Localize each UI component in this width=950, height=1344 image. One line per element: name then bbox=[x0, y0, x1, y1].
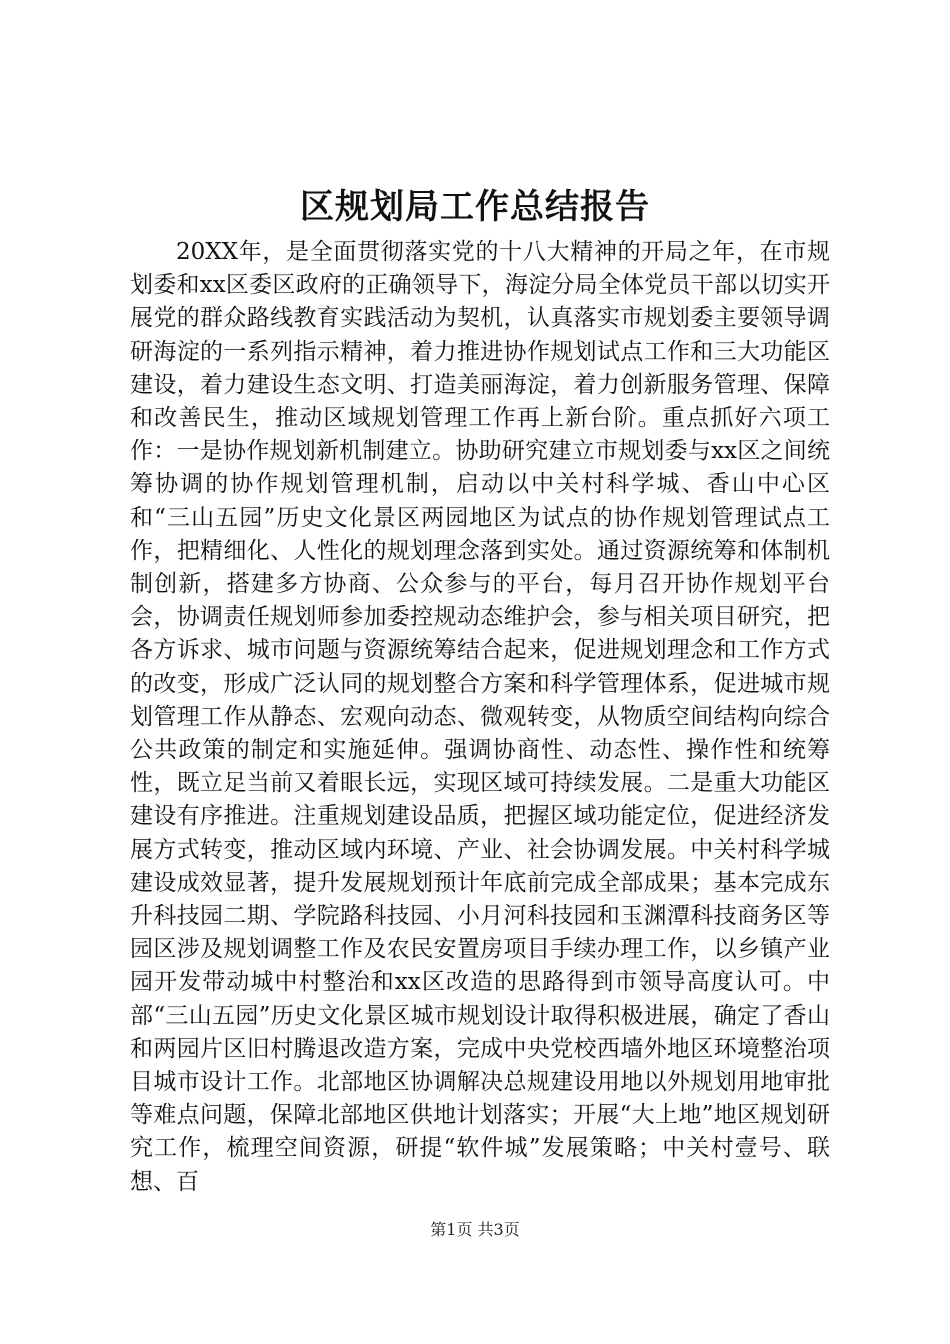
document-title: 区规划局工作总结报告 bbox=[300, 187, 650, 227]
document-body-paragraph: 20XX年，是全面贯彻落实党的十八大精神的开局之年，在市规划委和xx区委区政府的正确领导下，海淀分局全体党员干部以切实开展党的群众路线教育实践活动为契机，认真落实市规划委主要领导调研海淀的一系列指示精神，着力推进协作规划试点工作和三大功能区建设，着力建设生态文明、打造美丽海淀，着力创新服务管理、保障和改善民生，推动区域规划管理工作再上新台阶。重点抓好六项工作：一是协作规划新机制建立。协助研究建立市规划委与xx区之间统筹协调的协作规划管理机制，启动以中关村科学城、香山中心区和“三山五园”历史文化景区两园地区为试点的协作规划管理试点工作，把精细化、人性化的规划理念落到实处。通过资源统筹和体制机制创新，搭建多方协商、公众参与的平台，每月召开协作规划平台会，协调责任规划师参加委控规动态维护会，参与相关项目研究，把各方诉求、城市问题与资源统筹结合起来，促进规划理念和工作方式的改变，形成广泛认同的规划整合方案和科学管理体系，促进城市规划管理工作从静态、宏观向动态、微观转变，从物质空间结构向综合公共政策的制定和实施延伸。强调协商性、动态性、操作性和统筹性，既立足当前又着眼长远，实现区域可持续发展。二是重大功能区建设有序推进。注重规划建设品质，把握区域功能定位，促进经济发展方式转变，推动区域内环境、产业、社会协调发展。中关村科学城建设成效显著，提升发展规划预计年底前完成全部成果；基本完成东升科技园二期、学院路科技园、小月河科技园和玉渊潭科技商务区等园区涉及规划调整工作及农民安置房项目手续办理工作，以乡镇产业园开发带动城中村整治和xx区改造的思路得到市领导高度认可。中部“三山五园”历史文化景区城市规划设计取得积极进展，确定了香山和两园片区旧村腾退改造方案，完成中央党校西墙外地区环境整治项目城市设计工作。北部地区协调解决总规建设用地以外规划用地审批等难点问题，保障北部地区供地计划落实；开展“大上地”地区规划研究工作，梳理空间资源，研提“软件城”发展策略；中关村壹号、联想、百 bbox=[130, 239, 830, 1195]
page-number-footer: 第1页 共3页 bbox=[430, 1220, 520, 1239]
